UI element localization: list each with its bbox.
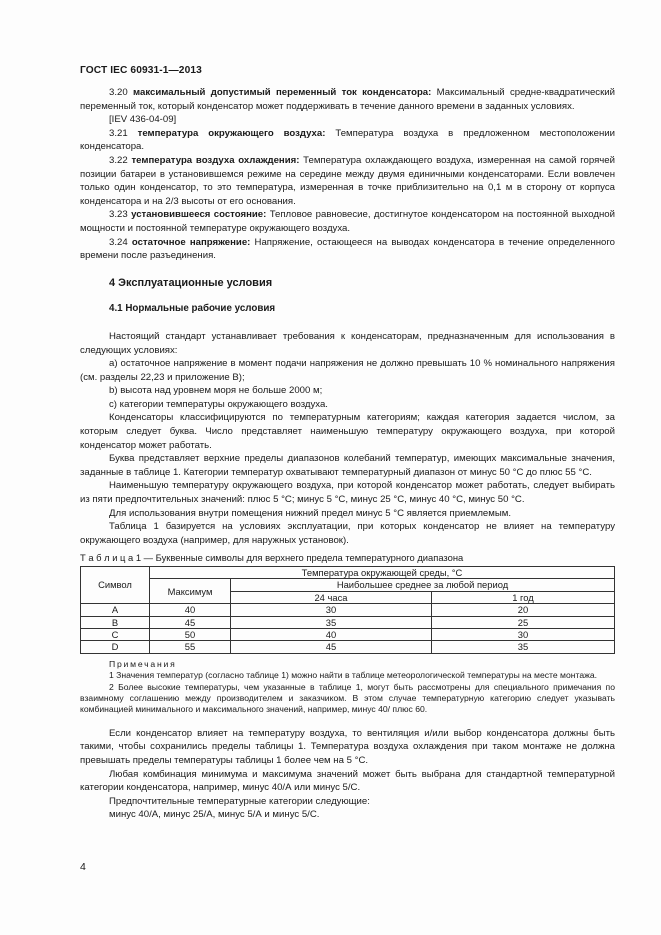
term-name: температура воздуха охлаждения: xyxy=(131,154,300,166)
paragraph-letter: Буква представляет верхние пределы диапазонов колебаний температур, имеющих максимальные значения, заданные в таблице 1. Категории температур охватывают температурный диапазон от минус 50 °С до плюс 55 °С. xyxy=(80,453,615,478)
cell-maximum: 55 xyxy=(150,641,231,653)
term-definition: Максимальный средне-квадратический переменный ток, который конденсатор может поддерживать в течение данного времени в заданных условиях. xyxy=(80,87,616,112)
term-definition: Напряжение, остающееся на выводах конденсатора в течение определенного времени после разъединения. xyxy=(80,236,616,262)
term-number: 3.20 xyxy=(109,87,128,98)
table-row xyxy=(81,616,615,628)
header-24-hours: 24 часа xyxy=(231,591,432,603)
cell-24h: 45 xyxy=(231,641,432,653)
term-number: 3.24 xyxy=(109,236,128,248)
term-number: 3.22 xyxy=(109,154,128,166)
cell-24h: 40 xyxy=(231,629,432,641)
table-row xyxy=(81,641,615,653)
list-item-b: b) высота над уровнем моря не больше 2000 м; xyxy=(109,385,323,397)
cell-year: 25 xyxy=(432,616,615,628)
table-row xyxy=(81,604,615,616)
paragraph-combination: Любая комбинация минимума и максимума значений может быть выбрана для стандартной температурной категории конденсатора, например, минус 40/А или минус 5/С. xyxy=(80,768,615,794)
cell-24h: 30 xyxy=(231,604,432,616)
table-caption-label: Т а б л и ц а 1 xyxy=(80,552,142,564)
term-number: 3.23 xyxy=(109,209,128,221)
cell-year: 35 xyxy=(432,641,615,653)
notes-block xyxy=(80,659,615,716)
term-3-22 xyxy=(80,154,615,208)
cell-year: 20 xyxy=(432,604,615,616)
header-maximum: Максимум xyxy=(150,579,231,604)
paragraph-table-basis: Таблица 1 базируется на условиях эксплуатации, при которых конденсатор не влияет на температуру окружающего воздуха (например, для наружных установок). xyxy=(80,521,615,546)
table-caption-text: — Буквенные символы для верхнего предела температурного диапазона xyxy=(141,552,464,564)
section-heading: 4 Эксплуатационные условия xyxy=(109,276,273,289)
table-row xyxy=(81,629,615,641)
term-name: максимальный допустимый переменный ток конденсатора: xyxy=(133,87,432,98)
notes-title: Примечания xyxy=(109,658,177,669)
paragraph-indoor: Для использования внутри помещения нижний предел минус 5 °С является приемлемым. xyxy=(109,507,511,519)
header-symbol: Символ xyxy=(81,567,150,604)
cell-symbol: D xyxy=(81,641,150,653)
term-3-23 xyxy=(80,208,615,235)
term-definition: Температура охлаждающего воздуха, измеренная на самой горячей позиции батареи в установившемся режиме на середине между двумя единичными конденсаторами. Если вовлечен только один конденсатор, то это температура, измеренная в точке приблизительно на 0,1 м в сторону от корпуса конденсатора и на 2/3 высоты от его основания. xyxy=(80,154,615,207)
cell-symbol: B xyxy=(81,616,150,628)
standard-header: ГОСТ IEC 60931-1—2013 xyxy=(80,65,202,76)
cell-maximum: 40 xyxy=(150,604,231,616)
table-caption xyxy=(80,551,615,565)
paragraph-classify: Конденсаторы классифицируются по температурным категориям; каждая категория задается числом, за которым следует буква. Число представляет наименьшую температуру окружающего воздуха, при которой конденсатор может работать. xyxy=(80,412,615,451)
note-1: 1 Значения температур (согласно таблице 1) можно найти в таблице метеорологической температуры на месте монтажа. xyxy=(109,670,598,681)
temperature-table xyxy=(80,566,615,654)
term-3-24 xyxy=(80,236,615,263)
paragraph-intro: Настоящий стандарт устанавливает требования к конденсаторам, предназначенным для использования в следующих условиях: xyxy=(80,330,615,356)
header-highest-average: Наибольшее среднее за любой период xyxy=(231,579,615,591)
paragraph-preferred-list: минус 40/А, минус 25/А, минус 5/А и минус 5/С. xyxy=(109,809,320,821)
cell-symbol: C xyxy=(81,629,150,641)
page-number: 4 xyxy=(80,861,86,873)
cell-symbol: A xyxy=(81,604,150,616)
cell-maximum: 45 xyxy=(150,616,231,628)
header-1-year: 1 год xyxy=(432,591,615,603)
list-item-a: a) остаточное напряжение в момент подачи напряжения не должно превышать 10 % номинального напряжения (см. разделы 22,23 и приложение В); xyxy=(80,358,615,383)
term-name: температура окружающего воздуха: xyxy=(137,127,326,139)
header-temperature: Температура окружающей среды, °С xyxy=(150,567,615,579)
paragraph-ventilation: Если конденсатор влияет на температуру воздуха, то вентиляция и/или выбор конденсатора должны быть такими, чтобы сохранились пределы таблицы 1. Температура воздуха охлаждения при таком монтаже не должна превышать пределы температуры таблицы 1 более чем на 5 °С. xyxy=(80,727,615,767)
term-definition: Тепловое равновесие, достигнутое конденсатором на постоянной выходной мощности и постоянной температуре окружающего воздуха. xyxy=(80,209,615,234)
term-3-21 xyxy=(80,127,615,154)
term-reference: [IEV 436-04-09] xyxy=(109,114,177,126)
term-number: 3.21 xyxy=(109,127,128,139)
paragraph-lowest-temp: Наименьшую температуру окружающего воздуха, при которой конденсатор может работать, следует выбирать из пяти предпочтительных значений: плюс 5 °С; минус 5 °С, минус 25 °С, минус 40 °С, минус 50 °С. xyxy=(80,480,615,506)
term-name: установившееся состояние: xyxy=(131,209,267,221)
subsection-heading: 4.1 Нормальные рабочие условия xyxy=(109,303,276,315)
cell-year: 30 xyxy=(432,629,615,641)
cell-maximum: 50 xyxy=(150,629,231,641)
list-item-c: c) категории температуры окружающего воздуха. xyxy=(109,398,328,410)
cell-24h: 35 xyxy=(231,616,432,628)
term-definition: Температура воздуха в предложенном местоположении конденсатора. xyxy=(80,127,615,153)
term-3-20 xyxy=(80,86,615,113)
page-body xyxy=(80,86,615,822)
paragraph-preferred: Предпочтительные температурные категории следующие: xyxy=(109,795,370,807)
note-2: 2 Более высокие температуры, чем указанные в таблице 1, могут быть рассмотрены для специального примечания по взаимному соглашению между производителем и заказчиком. В этом случае температурную категорию следует указывать комбинацией минимального и максимального значений, например, минус 40/ плюс 60. xyxy=(80,681,615,715)
term-name: остаточное напряжение: xyxy=(131,236,251,248)
